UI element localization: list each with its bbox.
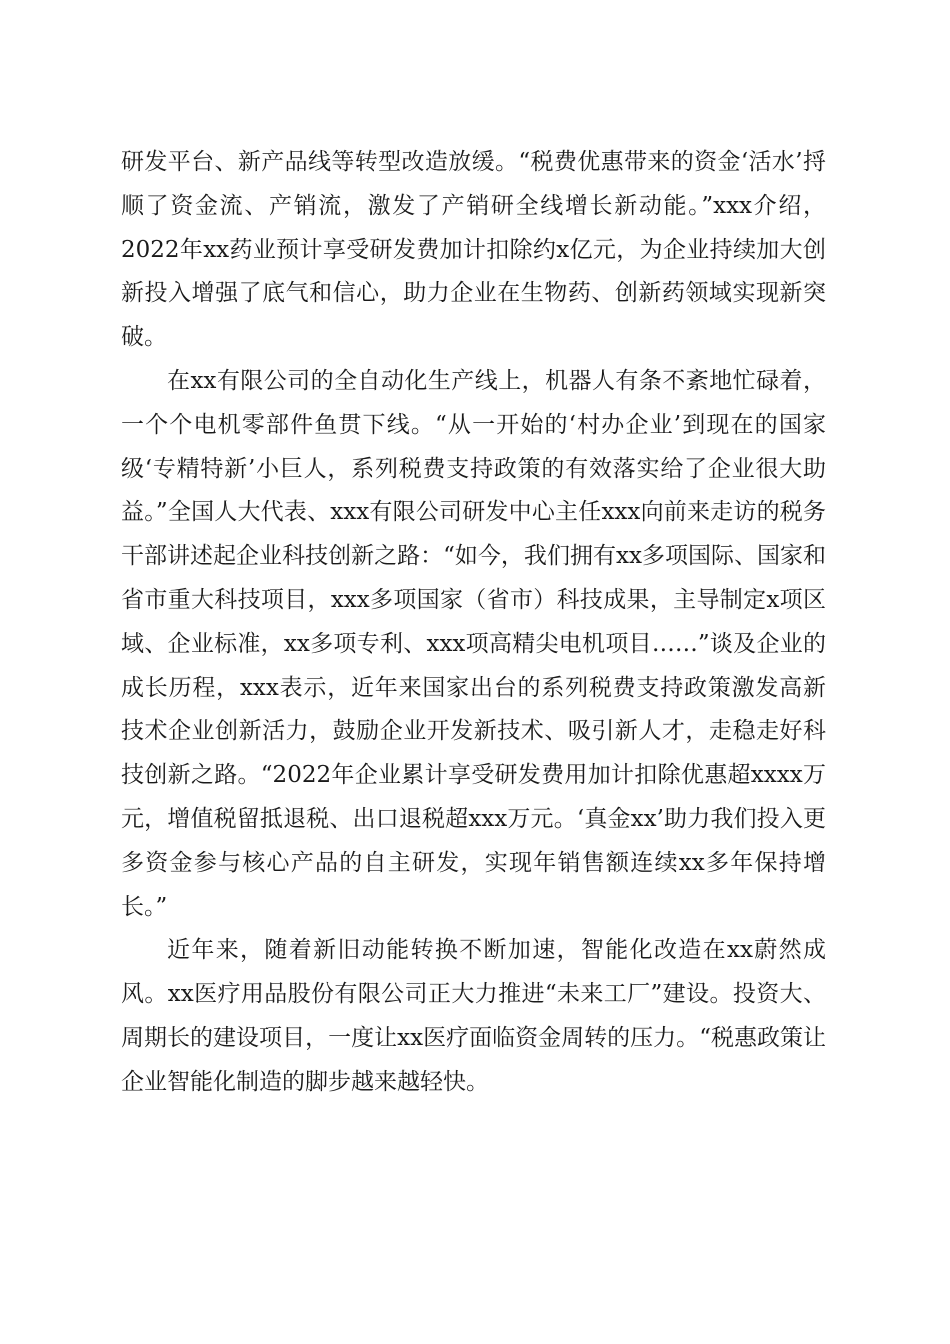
paragraph-3: 近年来，随着新旧动能转换不断加速，智能化改造在xx蔚然成风。xx医疗用品股份有限公司正大力推进“未来工厂”建设。投资大、周期长的建设项目，一度让xx医疗面临资金周转的压力。“税惠政策让企业智能化制造的脚步越来越轻快。 [121, 937, 826, 1095]
body-text [121, 141, 826, 1105]
paragraph-1: 研发平台、新产品线等转型改造放缓。“税费优惠带来的资金‘活水’捋顺了资金流、产销流，激发了产销研全线增长新动能。”xxx介绍，2022年xx药业预计享受研发费加计扣除约x亿元，为企业持续加大创新投入增强了底气和信心，助力企业在生物药、创新药领域实现新突破。 [121, 149, 826, 351]
paragraph-2: 在xx有限公司的全自动化生产线上，机器人有条不紊地忙碌着，一个个电机零部件鱼贯下线。“从一开始的‘村办企业’到现在的国家级‘专精特新’小巨人，系列税费支持政策的有效落实给了企业很大助益。”全国人大代表、xxx有限公司研发中心主任xxx向前来走访的税务干部讲述起企业科技创新之路：“如今，我们拥有xx多项国际、国家和省市重大科技项目，xxx多项国家（省市）科技成果，主导制定x项区域、企业标准，xx多项专利、xxx项高精尖电机项目……”谈及企业的成长历程，xxx表示，近年来国家出台的系列税费支持政策激发高新技术企业创新活力，鼓励企业开发新技术、吸引新人才，走稳走好科技创新之路。“2022年企业累计享受研发费用加计扣除优惠超xxxx万元，增值税留抵退税、出口退税超xxx万元。‘真金xx’助力我们投入更多资金参与核心产品的自主研发，实现年销售额连续xx多年保持增长。” [121, 367, 826, 920]
